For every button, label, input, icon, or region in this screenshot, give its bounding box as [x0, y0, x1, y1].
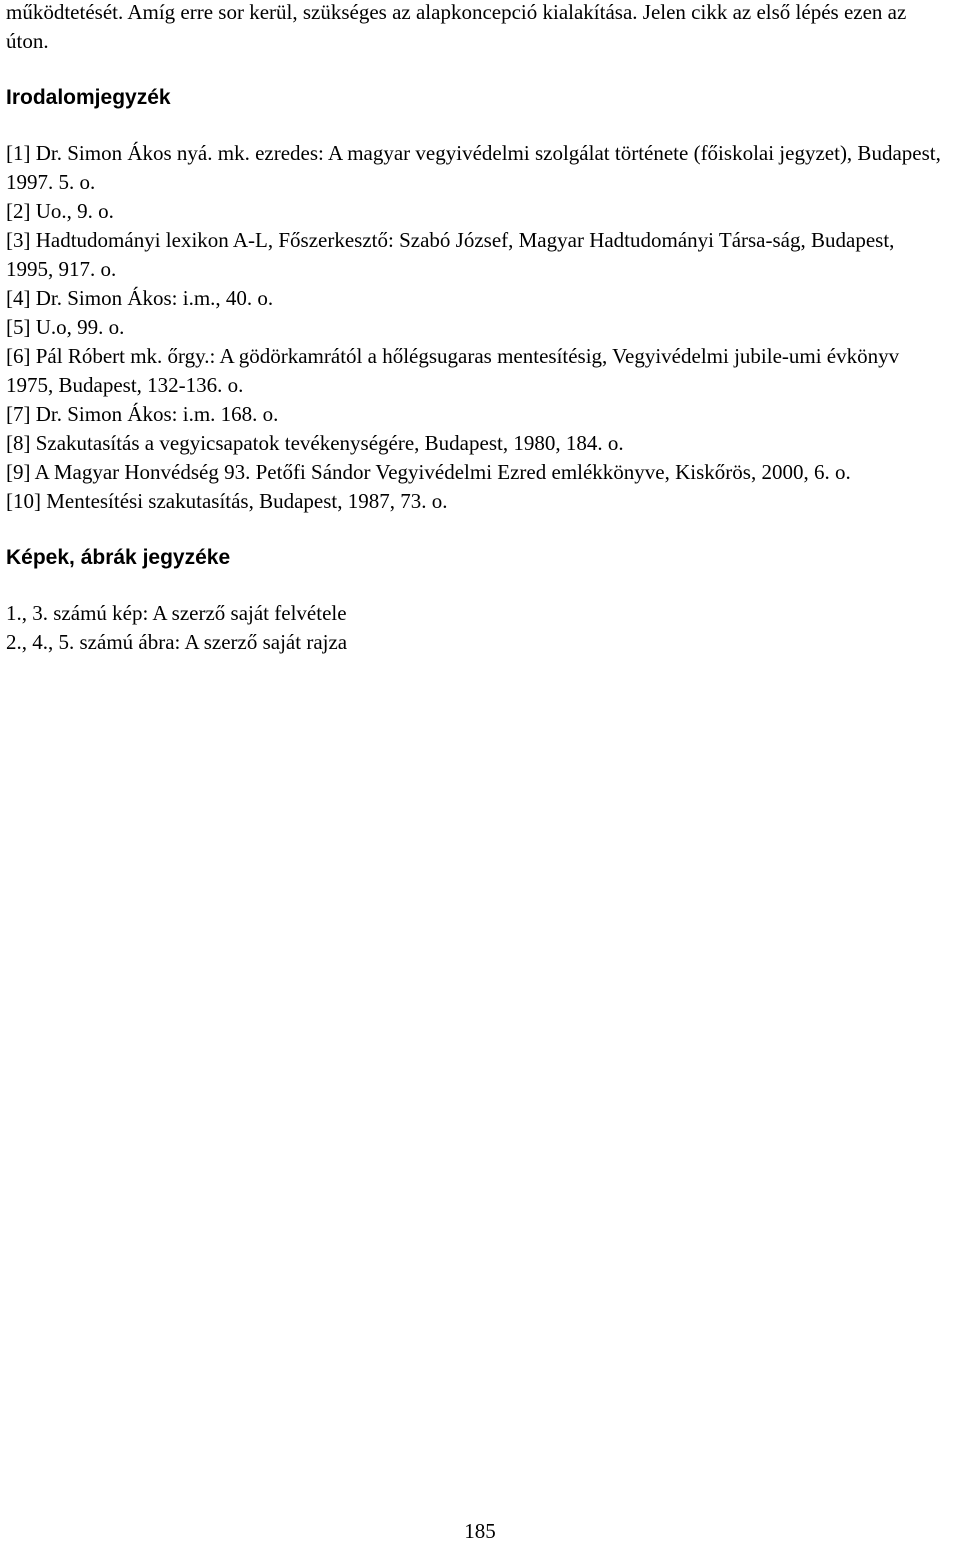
reference-item: [5] U.o, 99. o. — [6, 315, 125, 339]
document-page — [6, 0, 942, 657]
reference-item: [1] Dr. Simon Ákos nyá. mk. ezredes: A magyar vegyivédelmi szolgálat története (főiskolai jegyzet), Budapest, 1997. 5. o. — [6, 141, 941, 194]
figures-list — [6, 599, 942, 657]
figure-credit-item: 2., 4., 5. számú ábra: A szerző saját rajza — [6, 630, 348, 654]
figures-heading: Képek, ábrák jegyzéke — [6, 546, 231, 569]
reference-item: [2] Uo., 9. o. — [6, 199, 114, 223]
figure-credit-item: 1., 3. számú kép: A szerző saját felvétele — [6, 601, 347, 625]
references-list — [6, 139, 942, 516]
reference-item: [8] Szakutasítás a vegyicsapatok tevékenységére, Budapest, 1980, 184. o. — [6, 431, 624, 455]
reference-item: [7] Dr. Simon Ákos: i.m. 168. o. — [6, 402, 279, 426]
reference-item: [10] Mentesítési szakutasítás, Budapest, 1987, 73. o. — [6, 489, 448, 513]
page-number: 185 — [464, 1519, 496, 1543]
reference-item: [3] Hadtudományi lexikon A-L, Főszerkesztő: Szabó József, Magyar Hadtudományi Társa-ság, Budapest, 1995, 917. o. — [6, 228, 895, 281]
reference-item: [6] Pál Róbert mk. őrgy.: A gödörkamrától a hőlégsugaras mentesítésig, Vegyivédelmi jubile-umi évkönyv 1975, Budapest, 132-136. o. — [6, 344, 900, 397]
reference-item: [4] Dr. Simon Ákos: i.m., 40. o. — [6, 286, 274, 310]
intro-paragraph: működtetését. Amíg erre sor kerül, szükséges az alapkoncepció kialakítása. Jelen cikk az első lépés ezen az úton. — [6, 0, 907, 53]
references-heading: Irodalomjegyzék — [6, 86, 171, 109]
reference-item: [9] A Magyar Honvédség 93. Petőfi Sándor Vegyivédelmi Ezred emlékkönyve, Kiskőrös, 2000, 6. o. — [6, 460, 851, 484]
